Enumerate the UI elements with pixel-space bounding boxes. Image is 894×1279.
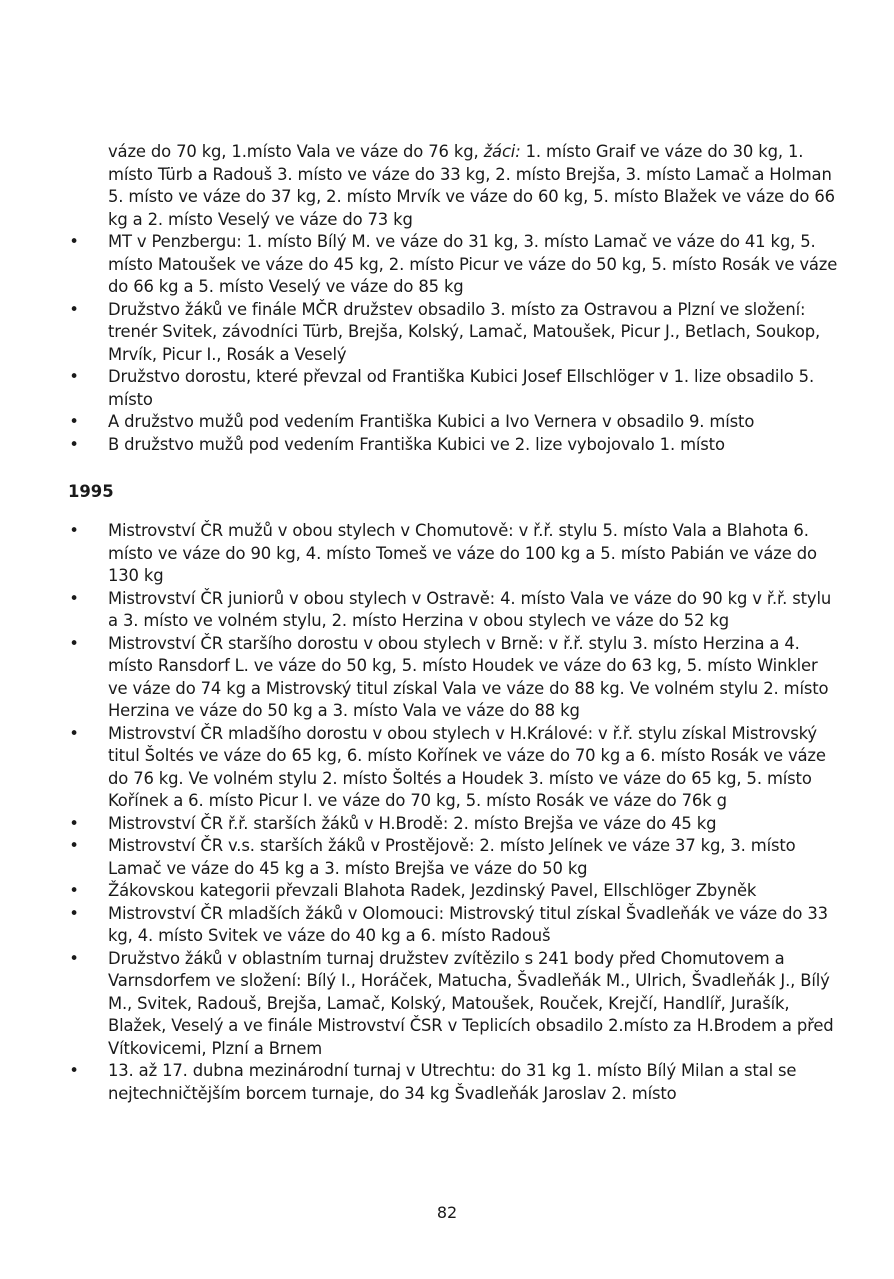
list-item-text: A družstvo mužů pod vedením Františka Kubici a Ivo Vernera v obsadilo 9. místo [108,412,755,431]
list-item-text: B družstvo mužů pod vedením Františka Kubici ve 2. lize vybojovalo 1. místo [108,434,725,454]
section-1995-bullet-list [68,520,838,1105]
list-item [68,434,838,457]
list-item-text: 13. až 17. dubna mezinárodní turnaj v Utrechtu: do 31 kg 1. místo Bílý Milan a stal se nejtechničtějším borcem turnaje, do 34 kg Švadleňák Jaroslav 2. místo [108,1061,797,1103]
list-item [68,299,838,367]
page-number: 82 [436,1203,458,1222]
list-item-text: Družstvo žáků v oblastním turnaj družstev zvítězilo s 241 body před Chomutovem a Varnsdorfem ve složení: Bílý I., Horáček, Matucha, Švadleňák M., Ulrich, Švadleňák J., Bílý M., Svitek, Radouš, Brejša, Lamač, Kolský, Matoušek, Rouček, Krejčí, Handlíř, Jurašík, Blažek, Veselý a ve finále Mistrovství ČSR v Teplicích obsadilo 2.místo za H.Brodem a před Vítkovicemi, Plzní a Brnem [108,948,834,1058]
list-item [68,903,838,948]
bullet-icon: • [69,903,79,923]
list-item-text: Mistrovství ČR mladších žáků v Olomouci: Mistrovský titul získal Švadleňák ve váze do 33 kg, 4. místo Svitek ve váze do 40 kg a 6. místo Radouš [108,903,828,945]
list-item-text: Žákovskou kategorii převzali Blahota Radek, Jezdinský Pavel, Ellschlöger Zbyněk [108,881,757,900]
list-item [68,880,838,903]
bullet-icon: • [69,232,79,251]
continuation-italic-label: žáci: [483,142,521,161]
list-item-text: Mistrovství ČR juniorů v obou stylech v Ostravě: 4. místo Vala ve váze do 90 kg v ř.ř. stylu a 3. místo ve volném stylu, 2. místo Herzina v obou stylech ve váze do 52 kg [108,588,832,630]
list-item-text: Mistrovství ČR mužů v obou stylech v Chomutově: v ř.ř. stylu 5. místo Vala a Blahota 6. místo ve váze do 90 kg, 4. místo Tomeš ve váze do 100 kg a 5. místo Pabián ve váze do 130 kg [108,521,817,585]
top-section [68,141,838,456]
continuation-paragraph [68,141,838,231]
list-item-text: Mistrovství ČR mladšího dorostu v obou stylech v H.Králové: v ř.ř. stylu získal Mistrovský titul Šoltés ve váze do 65 kg, 6. místo Kořínek ve váze do 70 kg a 6. místo Rosák ve váze do 76 kg. Ve volném stylu 2. místo Šoltés a Houdek 3. místo ve váze do 65 kg, 5. místo Kořínek a 6. místo Picur I. ve váze do 70 kg, 5. místo Rosák ve váze do 76k g [108,723,826,810]
continuation-text-start: váze do 70 kg, 1.místo Vala ve váze do 76 kg, [108,142,484,161]
list-item [68,835,838,880]
section-1995 [68,520,838,1105]
bullet-icon: • [69,588,79,608]
list-item [68,588,838,633]
list-item [68,366,838,411]
bullet-icon: • [69,948,79,968]
list-item-text: Mistrovství ČR staršího dorostu v obou stylech v Brně: v ř.ř. stylu 3. místo Herzina a 4. místo Ransdorf L. ve váze do 50 kg, 5. místo Houdek ve váze do 63 kg, 5. místo Winkler ve váze do 74 kg a Mistrovský titul získal Vala ve váze do 88 kg. Ve volném stylu 2. místo Herzina ve váze do 50 kg a 3. místo Vala ve váze do 88 kg [108,633,829,720]
bullet-icon: • [69,836,79,855]
bullet-icon: • [69,367,79,386]
list-item [68,948,838,1061]
list-item [68,813,838,836]
bullet-icon: • [69,412,79,431]
bullet-icon: • [69,813,79,833]
section-heading-1995: 1995 [68,482,114,501]
list-item [68,1060,838,1105]
list-item-text: MT v Penzbergu: 1. místo Bílý M. ve váze do 31 kg, 3. místo Lamač ve váze do 41 kg, 5. místo Matoušek ve váze do 45 kg, 2. místo Picur ve váze do 50 kg, 5. místo Rosák ve váze do 66 kg a 5. místo Veselý ve váze do 85 kg [108,232,838,296]
list-item [68,723,838,813]
list-item [68,231,838,299]
bullet-icon: • [69,299,79,319]
bullet-icon: • [69,881,79,900]
top-bullet-list [68,231,838,456]
list-item-text: Mistrovství ČR v.s. starších žáků v Prostějově: 2. místo Jelínek ve váze 37 kg, 3. místo Lamač ve váze do 45 kg a 3. místo Brejša ve váze do 50 kg [108,836,796,878]
bullet-icon: • [69,633,79,653]
continuation-text-end: 1. místo Graif ve váze do 30 kg, 1. místo Türb a Radouš 3. místo ve váze do 33 kg, 2. místo Brejša, 3. místo Lamač a Holman 5. místo ve váze do 37 kg, 2. místo Mrvík ve váze do 60 kg, 5. místo Blažek ve váze do 66 kg a 2. místo Veselý ve váze do 73 kg [108,142,835,229]
bullet-icon: • [69,434,79,454]
list-item-text: Družstvo dorostu, které převzal od Františka Kubici Josef Ellschlöger v 1. lize obsadilo 5. místo [108,367,815,409]
list-item-text: Družstvo žáků ve finále MČR družstev obsadilo 3. místo za Ostravou a Plzní ve složení: trenér Svitek, závodníci Türb, Brejša, Kolský, Lamač, Matoušek, Picur J., Betlach, Soukop, Mrvík, Picur I., Rosák a Veselý [108,299,821,364]
bullet-icon: • [69,1061,79,1080]
bullet-icon: • [69,723,79,743]
list-item [68,633,838,723]
list-item [68,520,838,588]
list-item [68,411,838,434]
bullet-icon: • [69,521,79,540]
list-item-text: Mistrovství ČR ř.ř. starších žáků v H.Brodě: 2. místo Brejša ve váze do 45 kg [108,813,717,833]
